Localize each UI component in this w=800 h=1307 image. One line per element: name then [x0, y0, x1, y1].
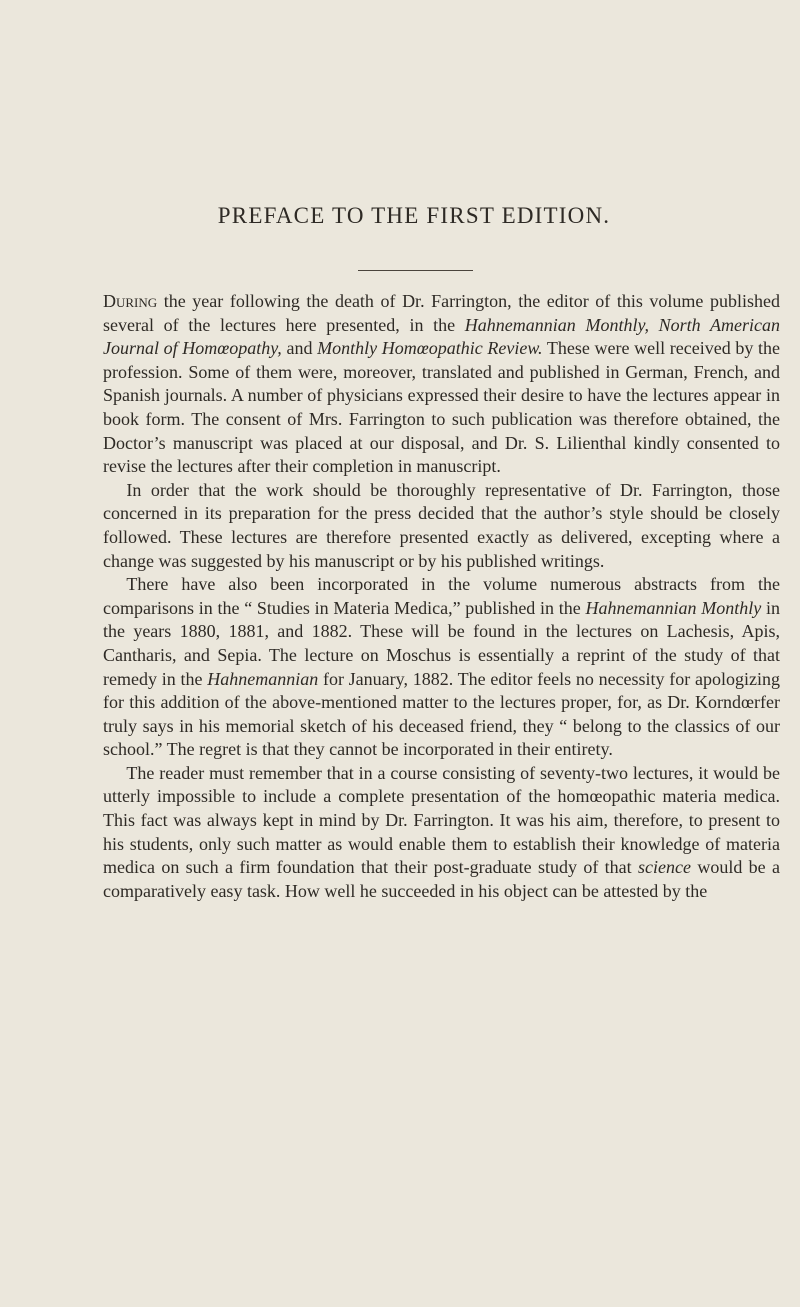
journal-title: Monthly Homœopathic Review. [317, 338, 543, 359]
preface-body [103, 290, 780, 903]
title-divider [358, 270, 473, 271]
journal-title: Hahnemannian Monthly, North American Journal of Homœopathy, [103, 314, 780, 359]
paragraph-text: The reader must remember that in a course consisting of seventy-two lectures, it would be utterly impossible to include a complete presentation of the homœopathic materia medica. This fact was always kept in mind by Dr. Farrington. It was his aim, therefore, to present to his students, only such matter as would enable them to establish their knowledge of materia medica on such a firm foundation that their post-graduate study of that [103, 762, 780, 878]
drop-lead-word: During [103, 291, 158, 311]
paragraph-text: In order that the work should be thoroughly representative of Dr. Farrington, those concerned in its preparation for the press decided that the author’s style should be closely followed. These lectures are therefore presented exactly as delivered, excepting where a change was suggested by his manuscript or by his published writings. [103, 479, 780, 571]
paragraph-1 [103, 290, 780, 479]
paragraph-text: These were well received by the profession. Some of them were, moreover, translated and published in German, French, and Spanish journals. A number of physicians expressed their desire to have the lectures appear in book form. The consent of Mrs. Farrington to such publication was therefore obtained, the Doctor’s manuscript was placed at our disposal, and Dr. S. Lilienthal kindly consented to revise the lectures after their completion in manuscript. [103, 338, 780, 477]
journal-title: Hahnemannian Monthly [585, 597, 762, 618]
paragraph-text: in the years 1880, 1881, and 1882. These will be found in the lectures on Lachesis, Apis, Cantharis, and Sepia. The lecture on Moschus is essentially a reprint of the study of that remedy in the [103, 597, 780, 689]
paragraph-text: would be a comparatively easy task. How well he succeeded in his object can be attested by the [103, 857, 781, 901]
paragraph-text: There have also been incorporated in the volume numerous abstracts from the comparisons in the “ Studies in Materia Medica,” published in the [103, 574, 780, 618]
paragraph-2 [103, 479, 780, 573]
page-title: PREFACE TO THE FIRST EDITION. [217, 203, 611, 228]
journal-title: Hahnemannian [207, 668, 319, 689]
paragraph-4 [103, 762, 780, 904]
paragraph-3 [103, 573, 780, 762]
paragraph-text: for January, 1882. The editor feels no necessity for apologizing for this addition of the above-mentioned matter to the lectures proper, for, as Dr. Korndœrfer truly says in his memorial sketch of his deceased friend, they “ belong to the classics of our school.” The regret is that they cannot be incorporated in their entirety. [103, 668, 781, 760]
paragraph-text: and [281, 338, 318, 359]
emphasis-word: science [638, 857, 691, 878]
paragraph-text: the year following the death of Dr. Farrington, the editor of this volume published several of the lectures here presented, in the [103, 291, 780, 335]
